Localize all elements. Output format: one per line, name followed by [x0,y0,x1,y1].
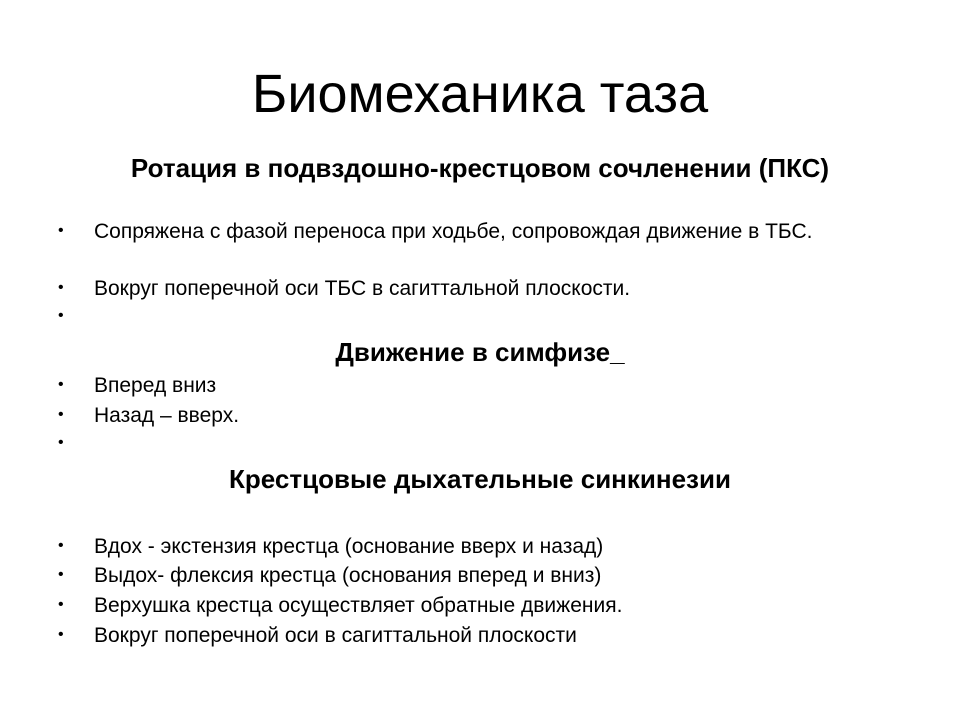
section-heading-sacral-synkinesis: Крестцовые дыхательные синкинезии [229,464,731,494]
bullet-dot: • [58,537,64,554]
bullet-dot: • [58,376,64,393]
bullet-text: Выдох- флексия крестца (основания вперед и вниз) [94,564,602,587]
bullet-dot: • [58,279,64,296]
bullet-dot: • [58,307,64,324]
section-heading-symphysis: Движение в симфизе_ [335,337,625,367]
bullet-dot: • [58,434,64,451]
bullet-dot: • [58,566,64,583]
slide-title: Биомеханика таза [251,64,709,124]
bullet-dot: • [58,626,64,643]
bullet-dot: • [58,596,64,613]
bullet-dot: • [58,222,64,239]
bullet-text: Вокруг поперечной оси в сагиттальной плоскости [94,624,577,647]
bullet-text: Сопряжена с фазой переноса при ходьбе, сопровождая движение в ТБС. [94,220,813,243]
bullet-text: Вперед вниз [94,374,217,397]
bullet-text: Назад – вверх. [94,404,240,427]
bullet-dot: • [58,406,64,423]
bullet-text: Вдох - экстензия крестца (основание вверх и назад) [94,535,604,558]
bullet-text: Вокруг поперечной оси ТБС в сагиттальной плоскости. [94,277,631,300]
section-heading-pks: Ротация в подвздошно-крестцовом сочленении (ПКС) [130,153,830,183]
bullet-text: Верхушка крестца осуществляет обратные движения. [94,594,623,617]
